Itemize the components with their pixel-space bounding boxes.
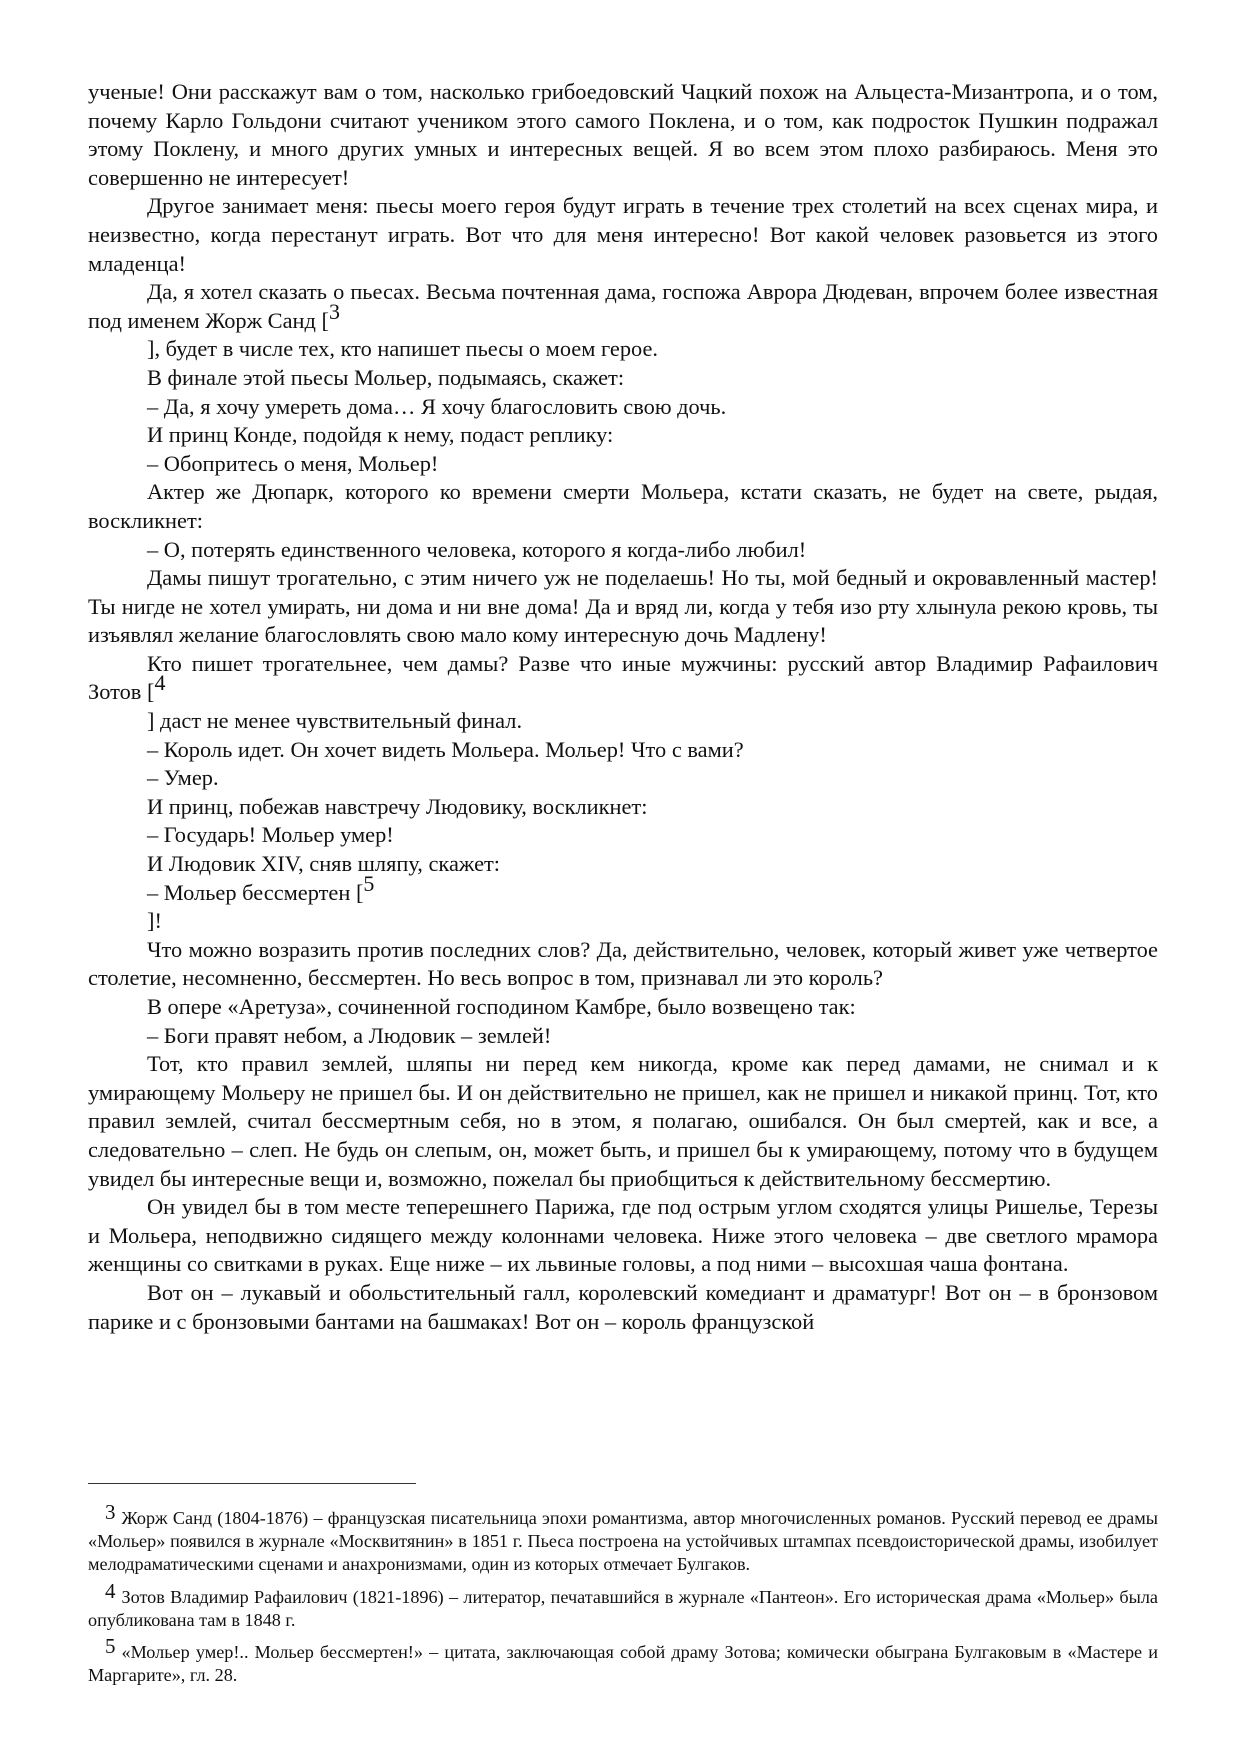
footnote-ref-4[interactable]: 4: [154, 670, 166, 696]
paragraph: Другое занимает меня: пьесы моего героя будут играть в течение трех столетий на всех сценах мира, и неизвестно, когда перестанут играть. Вот что для меня интересно! Вот какой человек разовьется из этого младенца!: [88, 193, 1158, 276]
paragraph: [88, 650, 1158, 707]
paragraph: Актер же Дюпарк, которого ко времени смерти Мольера, кстати сказать, не будет на свете, рыдая, воскликнет:: [88, 479, 1158, 533]
paragraph: И принц, побежав навстречу Людовику, воскликнет:: [147, 793, 648, 819]
dialogue-line: – Умер.: [147, 765, 219, 791]
paragraph: В финале этой пьесы Мольер, подымаясь, скажет:: [147, 364, 625, 390]
dialogue-line: – Король идет. Он хочет видеть Мольера. Мольер! Что с вами?: [147, 736, 744, 762]
paragraph: ], будет в числе тех, кто напишет пьесы о моем герое.: [147, 336, 659, 362]
footnote-number: 4: [105, 1578, 116, 1603]
footnote-ref-5[interactable]: 5: [363, 870, 375, 896]
footnote-number: 3: [105, 1500, 116, 1524]
paragraph-text: – Мольер бессмертен [: [147, 879, 364, 905]
paragraph: Дамы пишут трогательно, с этим ничего уж не поделаешь! Но ты, мой бедный и окровавленный мастер! Ты нигде не хотел умирать, ни дома и ни вне дома! Да и вряд ли, когда у тебя изо рту хлынула рекою кровь, ты изъявлял желание благословлять свою мало кому интересную дочь Мадлену!: [88, 565, 1158, 648]
footnote-text: Жорж Санд (1804-1876) – французская писательница эпохи романтизма, автор многочисленных романов. Русский перевод ее драмы «Мольер» появился в журнале «Москвитянин» в 1851 г. Пьеса построена на устойчивых штампах псевдоисторической драмы, изобилует мелодраматическими сценами и анахронизмами, один из которых отмечает Булгаков.: [88, 1508, 1158, 1575]
paragraph-text: Кто пишет трогательнее, чем дамы? Разве что иные мужчины: русский автор Владимир Рафаилович Зотов [: [88, 650, 1158, 705]
paragraph: И принц Конде, подойдя к нему, подаст реплику:: [147, 422, 614, 448]
footnote-text: «Мольер умер!.. Мольер бессмертен!» – цитата, заключающая собой драму Зотова; комически обыграна Булгаковым в «Мастере и Маргарите», гл. 28.: [88, 1642, 1158, 1686]
paragraph: Вот он – лукавый и обольстительный галл, королевский комедиант и драматург! Вот он – в бронзовом парике и с бронзовыми бантами на башмаках! Вот он – король французской: [88, 1279, 1158, 1334]
footnote: [88, 1634, 1158, 1687]
paragraph-text: Да, я хотел сказать о пьесах. Весьма почтенная дама, госпожа Аврора Дюдеван, впрочем более известная под именем Жорж Санд [: [88, 279, 1158, 333]
footnote-number: 5: [105, 1634, 116, 1659]
paragraph: [88, 278, 1158, 335]
paragraph: ученые! Они расскажут вам о том, насколько грибоедовский Чацкий похож на Альцеста-Мизантропа, и о том, почему Карло Гольдони считают учеником этого самого Поклена, и о том, как подросток Пушкин подражал этому Поклену, и много других умных и интересных вещей. Я во всем этом плохо разбираюсь. Меня это совершенно не интересует!: [88, 79, 1158, 190]
dialogue-line: – Да, я хочу умереть дома… Я хочу благословить свою дочь.: [147, 393, 727, 419]
dialogue-line: – Обопритесь о меня, Мольер!: [147, 450, 439, 476]
paragraph: И Людовик XIV, сняв шляпу, скажет:: [147, 851, 501, 877]
dialogue-line: – Боги правят небом, а Людовик – землей!: [147, 1022, 552, 1048]
dialogue-line: [88, 870, 1158, 908]
paragraph: ] даст не менее чувствительный финал.: [147, 708, 523, 734]
paragraph: Тот, кто правил землей, шляпы ни перед кем никогда, кроме как перед дамами, не снимал и к умирающему Мольеру не пришел бы. И он действительно не пришел, как не пришел и никакой принц. Тот, кто правил землей, считал бессмертным себя, но в этом, я полагаю, ошибался. Он был смертей, как и все, а следовательно – слеп. Не будь он слепым, он, может быть, и пришел бы к умирающему, потому что в будущем увидел бы интересные вещи и, возможно, пожелал бы приобщиться к действительному бессмертию.: [88, 1051, 1158, 1191]
footnote: [88, 1578, 1158, 1632]
paragraph: Что можно возразить против последних слов? Да, действительно, человек, который живет уже четвертое столетие, несомненно, бессмертен. Но весь вопрос в том, признавал ли это король?: [88, 936, 1158, 991]
paragraph: ]!: [147, 908, 162, 934]
footnote-ref-3[interactable]: 3: [328, 298, 340, 324]
paragraph: Он увидел бы в том месте теперешнего Парижа, где под острым углом сходятся улицы Ришелье, Терезы и Мольера, неподвижно сидящего между колоннами человека. Ниже этого человека – две светлого мрамора женщины со свитками в руках. Еще ниже – их львиные головы, а под ними – высохшая чаша фонтана.: [88, 1194, 1158, 1277]
dialogue-line: – О, потерять единственного человека, которого я когда-либо любил!: [147, 536, 807, 562]
footnotes: [88, 1483, 1158, 1695]
page-body: [88, 78, 1158, 1336]
dialogue-line: – Государь! Мольер умер!: [147, 822, 394, 848]
footnote-text: Зотов Владимир Рафаилович (1821-1896) – литератор, печатавшийся в журнале «Пантеон». Его историческая драма «Мольер» была опубликована там в 1848 г.: [88, 1586, 1158, 1630]
paragraph: В опере «Аретуза», сочиненной господином Камбре, было возвещено так:: [147, 994, 856, 1019]
footnote: [88, 1500, 1158, 1577]
footnote-divider: [88, 1483, 416, 1484]
